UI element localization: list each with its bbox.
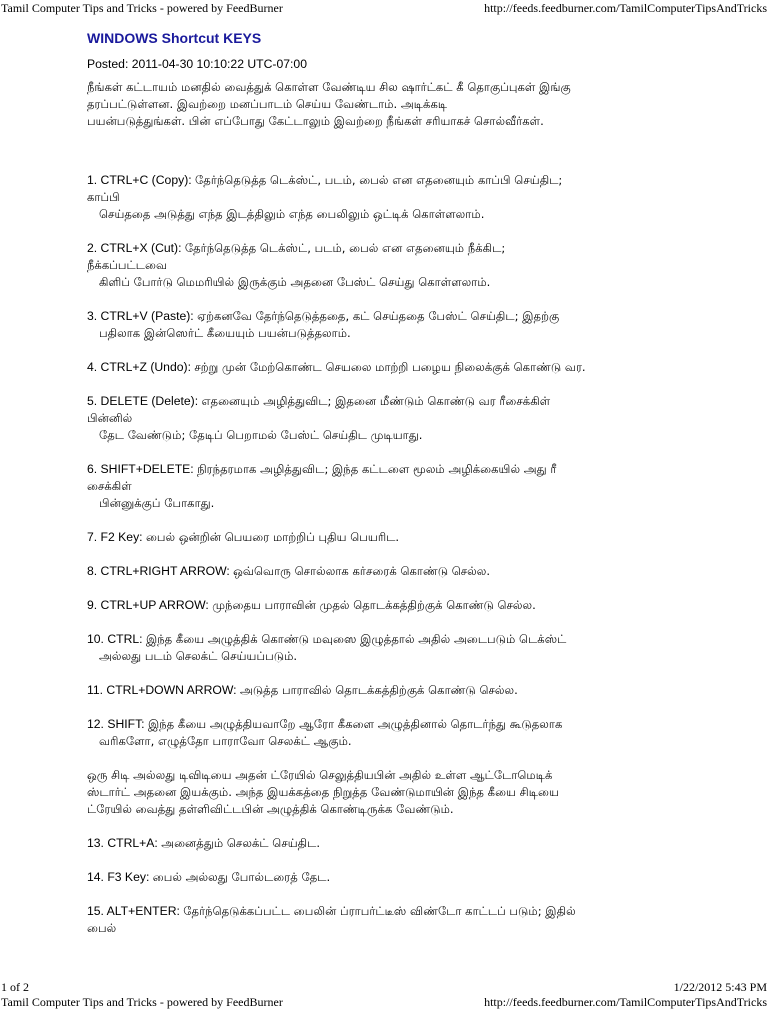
- shortcut-indented-line: பதிலாக இன்ஸெர்ட் கீயையும் பயன்படுத்தலாம்.: [99, 326, 351, 340]
- shortcut-item: [87, 597, 752, 614]
- shortcut-wrap-line: பைல்: [87, 921, 117, 935]
- post-title: WINDOWS Shortcut KEYS: [87, 30, 262, 44]
- shortcut-description: ஒவ்வொரு சொல்லாக கர்சரைக் கொண்டு செல்ல.: [233, 564, 491, 578]
- shortcut-description: பைல் அல்லது போல்டரைத் தேட.: [152, 870, 331, 884]
- shortcut-item: [87, 869, 752, 886]
- shortcut-description: அடுத்த பாராவில் தொடக்கத்திற்குக் கொண்டு செல்ல.: [239, 683, 518, 697]
- header-site-title: Tamil Computer Tips and Tricks - powered by FeedBurner: [1, 1, 283, 15]
- paragraph-line: ஒரு சிடி அல்லது டிவிடியை அதன் ட்ரேயில் செலுத்தியபின் அதில் உள்ள ஆட்டோமெடிக்: [87, 768, 553, 782]
- paragraph-line: ட்ரேயில் வைத்து தள்ளிவிட்டபின் அழுத்திக் கொண்டிருக்க வேண்டும்.: [87, 802, 454, 816]
- shortcut-key: 5. DELETE (Delete):: [87, 394, 202, 408]
- shortcut-first-line: [87, 529, 752, 546]
- shortcut-key: 13. CTRL+A:: [87, 836, 162, 850]
- shortcut-description: தேர்ந்தெடுத்த டெக்ஸ்ட், படம், பைல் என எதனையும் காப்பி செய்திட;: [195, 173, 563, 187]
- shortcut-item: [87, 308, 752, 342]
- post-content: [87, 56, 752, 954]
- shortcut-key: 4. CTRL+Z (Undo):: [87, 360, 195, 374]
- shortcut-key: 12. SHIFT:: [87, 717, 148, 731]
- shortcut-first-line: [87, 716, 752, 733]
- shortcut-description: ஏற்கனவே தேர்ந்தெடுத்ததை, கட் செய்ததை பேஸ்ட் செய்திட; இதற்கு: [197, 309, 560, 323]
- shortcut-description: இந்த கீயை அழுத்திக் கொண்டு மவுஸை இழுத்தால் அதில் அடைபடும் டெக்ஸ்ட்: [145, 632, 567, 646]
- shortcut-description: இந்த கீயை அழுத்தியவாறே ஆரோ கீகளை அழுத்தினால் தொடர்ந்து கூடுதலாக: [147, 717, 563, 731]
- shortcut-first-line: [87, 869, 752, 886]
- page-counter: 1 of 2: [1, 980, 29, 994]
- shortcut-key: 11. CTRL+DOWN ARROW:: [87, 683, 240, 697]
- intro-line: பயன்படுத்துங்கள். பின் எப்போது கேட்டாலும் இவற்றை நீங்கள் சரியாகச் சொல்வீர்கள்.: [87, 114, 544, 128]
- intro-line: தரப்பட்டுள்ளன. இவற்றை மனப்பாடம் செய்ய வேண்டாம். அடிக்கடி: [87, 97, 448, 111]
- shortcut-indented-line: பின்னுக்குப் போகாது.: [99, 496, 215, 510]
- shortcut-key: 3. CTRL+V (Paste):: [87, 309, 198, 323]
- shortcut-item: [87, 563, 752, 580]
- shortcut-first-line: [87, 682, 752, 699]
- shortcut-description: நிரந்தரமாக அழித்துவிட; இந்த கட்டளை மூலம் அழிக்கையில் அது ரீ: [197, 462, 557, 476]
- shortcut-first-line: [87, 631, 752, 648]
- shortcut-indented-line: செய்ததை அடுத்து எந்த இடத்திலும் எந்த பைலிலும் ஒட்டிக் கொள்ளலாம்.: [99, 207, 485, 221]
- post-date: Posted: 2011-04-30 10:10:22 UTC-07:00: [87, 57, 307, 71]
- print-header: [0, 0, 768, 16]
- shortcut-indented-line: தேட வேண்டும்; தேடிப் பெறாமல் பேஸ்ட் செய்திட முடியாது.: [99, 428, 423, 442]
- shortcut-first-line: [87, 359, 752, 376]
- shortcut-wrap-line: பின்னில்: [87, 411, 133, 425]
- shortcut-description: பைல் ஒன்றின் பெயரை மாற்றிப் புதிய பெயரிட.: [145, 530, 400, 544]
- shortcut-key: 2. CTRL+X (Cut):: [87, 241, 185, 255]
- shortcut-list: [87, 172, 752, 750]
- shortcut-item: [87, 172, 752, 223]
- shortcut-key: 7. F2 Key:: [87, 530, 146, 544]
- shortcut-description: தேர்ந்தெடுத்த டெக்ஸ்ட், படம், பைல் என எதனையும் நீக்கிட;: [184, 241, 506, 255]
- shortcut-description: அனைத்தும் செலக்ட் செய்திட.: [161, 836, 321, 850]
- shortcut-item: [87, 240, 752, 291]
- shortcut-item: [87, 835, 752, 852]
- shortcut-indented-line: வரிகளோ, எழுத்தோ பாராவோ செலக்ட் ஆகும்.: [99, 734, 352, 748]
- shortcut-first-line: [87, 903, 752, 920]
- print-footer-meta: [0, 979, 768, 995]
- shortcut-key: 10. CTRL:: [87, 632, 146, 646]
- shortcut-wrap-line: நீக்கப்பட்டவை: [87, 258, 168, 272]
- shortcut-description: சற்று முன் மேற்கொண்ட செயலை மாற்றி பழைய நிலைக்குக் கொண்டு வர.: [194, 360, 586, 374]
- intro-line: நீங்கள் கட்டாயம் மனதில் வைத்துக் கொள்ள வேண்டிய சில ஷார்ட்கட் கீ தொகுப்புகள் இங்கு: [87, 80, 571, 94]
- paragraph-line: ஸ்டார்ட் அதனை இயக்கும். அந்த இயக்கத்தை நிறுத்த வேண்டுமாயின் இந்த கீயை சிடியை: [87, 785, 559, 799]
- shortcut-key: 9. CTRL+UP ARROW:: [87, 598, 213, 612]
- shortcut-indented-line: அல்லது படம் செலக்ட் செய்யப்படும்.: [99, 649, 298, 663]
- header-feed-url: http://feeds.feedburner.com/TamilComputerTipsAndTricks: [484, 1, 767, 15]
- shortcut-first-line: [87, 597, 752, 614]
- shortcut-first-line: [87, 393, 752, 410]
- shortcut-item: [87, 461, 752, 512]
- footer-site-title: Tamil Computer Tips and Tricks - powered by FeedBurner: [1, 995, 283, 1009]
- print-footer: [0, 994, 768, 1010]
- footer-feed-url: http://feeds.feedburner.com/TamilComputerTipsAndTricks: [484, 995, 767, 1009]
- shortcut-first-line: [87, 835, 752, 852]
- shortcut-item: [87, 631, 752, 665]
- shortcut-wrap-line: சைக்கிள்: [87, 479, 132, 493]
- shortcut-list-continued: [87, 835, 752, 937]
- shortcut-item: [87, 682, 752, 699]
- shortcut-description: எதனையும் அழித்துவிட; இதனை மீண்டும் கொண்டு வர ரீசைக்கிள்: [201, 394, 551, 408]
- shortcut-key: 1. CTRL+C (Copy):: [87, 173, 196, 187]
- print-date: 1/22/2012 5:43 PM: [673, 980, 767, 994]
- shortcut-item: [87, 393, 752, 444]
- shortcut-description: முந்தைய பாராவின் முதல் தொடக்கத்திற்குக் கொண்டு செல்ல.: [212, 598, 536, 612]
- shortcut-item: [87, 716, 752, 750]
- shortcut-item: [87, 529, 752, 546]
- shortcut-first-line: [87, 308, 752, 325]
- shortcut-key: 15. ALT+ENTER:: [87, 904, 184, 918]
- shortcut-key: 6. SHIFT+DELETE:: [87, 462, 198, 476]
- shortcut-wrap-line: காப்பி: [87, 190, 120, 204]
- shortcut-first-line: [87, 240, 752, 257]
- shortcut-key: 14. F3 Key:: [87, 870, 153, 884]
- shortcut-first-line: [87, 563, 752, 580]
- shortcut-first-line: [87, 461, 752, 478]
- shortcut-key: 8. CTRL+RIGHT ARROW:: [87, 564, 234, 578]
- shortcut-indented-line: கிளிப் போர்டு மெமரியில் இருக்கும் அதனை பேஸ்ட் செய்து கொள்ளலாம்.: [99, 275, 491, 289]
- post-intro: [87, 79, 752, 130]
- shortcut-item: [87, 359, 752, 376]
- shortcut-description: தேர்ந்தெடுக்கப்பட்ட பைலின் ப்ராபர்ட்டீஸ் விண்டோ காட்டப் படும்; இதில்: [183, 904, 576, 918]
- autoplay-paragraph: [87, 767, 752, 818]
- shortcut-first-line: [87, 172, 752, 189]
- shortcut-item: [87, 903, 752, 937]
